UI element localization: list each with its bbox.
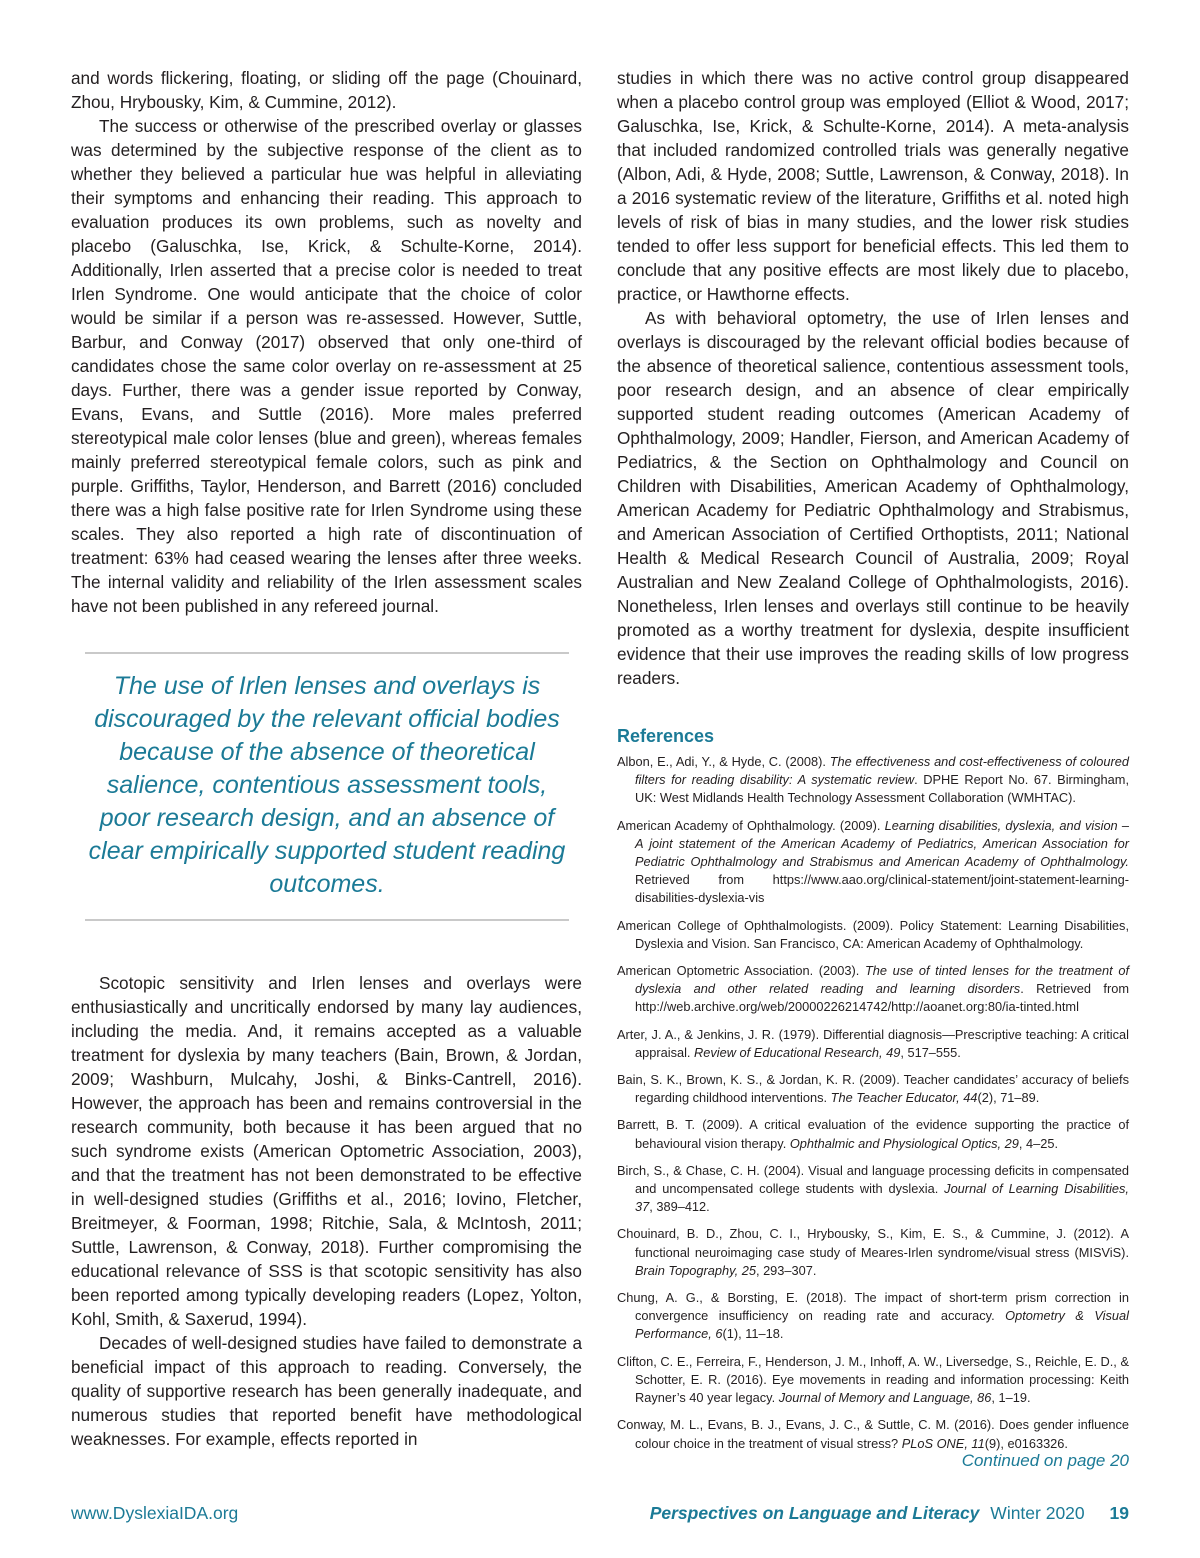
pull-quote: The use of Irlen lenses and overlays is discouraged by the relevant official bodies because of the absence of theoretical salience, contentious assessment tools, poor research design, and an absence of clear empirically supported student reading outcomes. <box>85 652 569 921</box>
reference-text: , 517–555. <box>900 1044 961 1060</box>
reference-entry <box>617 1116 1129 1152</box>
reference-text: , 1–19. <box>991 1390 1031 1406</box>
reference-text: (1), 11–18. <box>722 1326 784 1342</box>
reference-text: . Retrieved from http://web.archive.org/web/20000226214742/http://aoanet.org:80/ia-tinted.html <box>635 981 1129 1015</box>
body-paragraph: and words flickering, floating, or sliding off the page (Chouinard, Zhou, Hrybousky, Kim, & Cummine, 2012). <box>71 68 582 112</box>
reference-text: (9), e0163326. <box>984 1435 1068 1451</box>
reference-title: PLoS ONE, 11 <box>901 1435 985 1451</box>
references-heading: References <box>617 726 715 746</box>
reference-entry <box>617 917 1129 953</box>
reference-text: American Academy of Ophthalmology. (2009). <box>617 817 885 833</box>
page-number: 19 <box>1109 1503 1129 1523</box>
reference-title: Journal of Memory and Language, 86 <box>778 1390 992 1406</box>
reference-list <box>617 753 1129 1453</box>
footer-website[interactable]: www.DyslexiaIDA.org <box>71 1503 239 1523</box>
reference-text: Birch, S., & Chase, C. H. (2004). Visual and language processing deficits in compensated and uncompensated college students with dyslexia. <box>617 1162 1129 1197</box>
reference-entry <box>617 1162 1129 1217</box>
reference-text: Conway, M. L., Evans, B. J., Evans, J. C., & Suttle, C. M. (2016). Does gender influence colour choice in the treatment of visual stress? <box>617 1417 1129 1451</box>
reference-entry <box>617 1071 1129 1107</box>
reference-text: Chung, A. G., & Borsting, E. (2018). The impact of short-term prism correction in convergence insufficiency on reading rate and accuracy. <box>617 1290 1129 1324</box>
reference-text: Bain, S. K., Brown, K. S., & Jordan, K. R. (2009). Teacher candidates’ accuracy of beliefs regarding childhood interventions. <box>617 1072 1129 1106</box>
reference-title: Learning disabilities, dyslexia, and vision – A joint statement of the American Academy of Pediatrics, American Association for Pediatric Ophthalmology and Strabismus and American Academy of Ophthalmology. <box>635 817 1129 870</box>
reference-title: The effectiveness and cost-effectiveness of coloured filters for reading disability: A systematic review <box>635 754 1129 788</box>
continued-note: Continued on page 20 <box>961 1451 1129 1470</box>
reference-entry <box>617 1225 1129 1280</box>
body-paragraph: Decades of well-designed studies have failed to demonstrate a beneficial impact of this approach to reading. Conversely, the quality of supportive research has been generally inadequate, and numerous studies that reported benefit have methodological weaknesses. For example, effects reported in <box>71 1333 582 1449</box>
reference-text: Barrett, B. T. (2009). A critical evaluation of the evidence supporting the practice of behavioural vision therapy. <box>617 1117 1129 1151</box>
reference-text: (2), 71–89. <box>977 1090 1040 1106</box>
reference-text: , 4–25. <box>1018 1135 1059 1151</box>
journal-title: Perspectives on Language and Literacy <box>649 1503 980 1523</box>
reference-text: , 293–307. <box>755 1262 817 1278</box>
body-paragraph: Scotopic sensitivity and Irlen lenses and overlays were enthusiastically and uncritically endorsed by many lay audiences, including the media. And, it remains accepted as a valuable treatment for dyslexia by many teachers (Bain, Brown, & Jordan, 2009; Washburn, Mulcahy, Joshi, & Binks-Cantrell, 2016). However, the approach has been and remains controversial in the research community, both because it has been argued that no such syndrome exists (American Optometric Association, 2003), and that the treatment has not been demonstrated to be effective in well-designed studies (Griffiths et al., 2016; Iovino, Fletcher, Breitmeyer, & Foorman, 1998; Ritchie, Sala, & McIntosh, 2011; Suttle, Lawrenson, & Conway, 2018). Further compromising the educational relevance of SSS is that scotopic sensitivity has also been reported among typically developing readers (Lopez, Yolton, Kohl, Smith, & Saxerud, 1994). <box>71 973 582 1329</box>
reference-entry <box>617 1416 1129 1452</box>
reference-entry <box>617 1026 1129 1062</box>
issue-season: Winter 2020 <box>990 1503 1085 1523</box>
reference-title: Brain Topography, 25 <box>635 1262 756 1278</box>
reference-title: Ophthalmic and Physiological Optics, 29 <box>789 1135 1019 1151</box>
reference-text: American College of Ophthalmologists. (2009). Policy Statement: Learning Disabilities, Dyslexia and Vision. San Francisco, CA: American Academy of Ophthalmology. <box>617 917 1129 951</box>
right-column <box>617 66 1129 1462</box>
body-paragraph: studies in which there was no active control group disappeared when a placebo control group was employed (Elliot & Wood, 2017; Galuschka, Ise, Krick, & Schulte-Korne, 2014). A meta-analysis that included randomized controlled trials was generally negative (Albon, Adi, & Hyde, 2008; Suttle, Lawrenson, & Conway, 2018). In a 2016 systematic review of the literature, Griffiths et al. noted high levels of risk of bias in many studies, and the lower risk studies tended to offer less support for beneficial effects. This led them to conclude that any positive effects are most likely due to placebo, practice, or Hawthorne effects. <box>617 68 1129 304</box>
reference-title: The use of tinted lenses for the treatment of dyslexia and other related reading and learning disorders <box>635 963 1130 997</box>
reference-entry <box>617 1289 1129 1344</box>
left-column <box>71 66 582 1451</box>
reference-title: Optometry & Visual Performance, 6 <box>635 1308 1129 1342</box>
reference-text: . DPHE Report No. 67. Birmingham, UK: West Midlands Health Technology Assessment Collaboration (WMHTAC). <box>635 772 1129 806</box>
reference-entry <box>617 817 1129 908</box>
reference-text: Clifton, C. E., Ferreira, F., Henderson, J. M., Inhoff, A. W., Liversedge, S., Reichle, E. D., & Schotter, E. R. (2016). Eye movements in reading and information processing: Keith Rayner’s 40 year legacy. <box>617 1353 1129 1406</box>
body-paragraph: As with behavioral optometry, the use of Irlen lenses and overlays is discouraged by the relevant official bodies because of the absence of theoretical salience, contentious assessment tools, poor research design, and an absence of clear empirically supported student reading outcomes (American Academy of Ophthalmology, 2009; Handler, Fierson, and American Academy of Pediatrics, & the Section on Ophthalmology and Council on Children with Disabilities, American Academy of Ophthalmology, American Academy for Pediatric Ophthalmology and Strabismus, and American Association of Certified Orthoptists, 2011; National Health & Medical Research Council of Australia, 2009; Royal Australian and New Zealand College of Ophthalmologists, 2016). Nonetheless, Irlen lenses and overlays still continue to be heavily promoted as a worthy treatment for dyslexia, despite insufficient evidence that their use improves the reading skills of low progress readers. <box>617 308 1129 688</box>
reference-text: Chouinard, B. D., Zhou, C. I., Hrybousky, S., Kim, E. S., & Cummine, J. (2012). A functional neuroimaging case study of Meares-Irlen syndrome/visual stress (MISViS). <box>617 1226 1129 1260</box>
body-paragraph: The success or otherwise of the prescribed overlay or glasses was determined by the subjective response of the client as to whether they believed a particular hue was helpful in alleviating their symptoms and enhancing their reading. This approach to evaluation produces its own problems, such as novelty and placebo (Galuschka, Ise, Krick, & Schulte-Korne, 2014). Additionally, Irlen asserted that a precise color is needed to treat Irlen Syndrome. One would anticipate that the choice of color would be similar if a person was re-assessed. However, Suttle, Barbur, and Conway (2017) observed that only one-third of candidates chose the same color overlay on re-assessment at 25 days. Further, there was a gender issue reported by Conway, Evans, Evans, and Suttle (2016). More males preferred stereotypical male color lenses (blue and green), whereas females mainly preferred stereotypical female colors, such as pink and purple. Griffiths, Taylor, Henderson, and Barrett (2016) concluded there was a high false positive rate for Irlen Syndrome using these scales. They also reported a high rate of discontinuation of treatment: 63% had ceased wearing the lenses after three weeks. The internal validity and reliability of the Irlen assessment scales have not been published in any refereed journal. <box>71 116 582 616</box>
reference-text: Albon, E., Adi, Y., & Hyde, C. (2008). <box>617 754 830 769</box>
reference-text: Arter, J. A., & Jenkins, J. R. (1979). Differential diagnosis—Prescriptive teaching: A critical appraisal. <box>617 1026 1129 1060</box>
reference-text: American Optometric Association. (2003). <box>617 963 865 979</box>
reference-entry <box>617 1353 1129 1408</box>
footer-publication <box>650 1503 1129 1524</box>
reference-title: The Teacher Educator, 44 <box>830 1090 978 1106</box>
reference-title: Review of Educational Research, 49 <box>694 1044 901 1060</box>
reference-title: Journal of Learning Disabilities, 37 <box>635 1181 1129 1215</box>
reference-text: , 389–412. <box>649 1199 710 1215</box>
reference-text: Retrieved from https://www.aao.org/clinical-statement/joint-statement-learning-disabilities-dyslexia-vis <box>635 872 1129 906</box>
reference-entry <box>617 753 1129 808</box>
reference-entry <box>617 962 1129 1017</box>
